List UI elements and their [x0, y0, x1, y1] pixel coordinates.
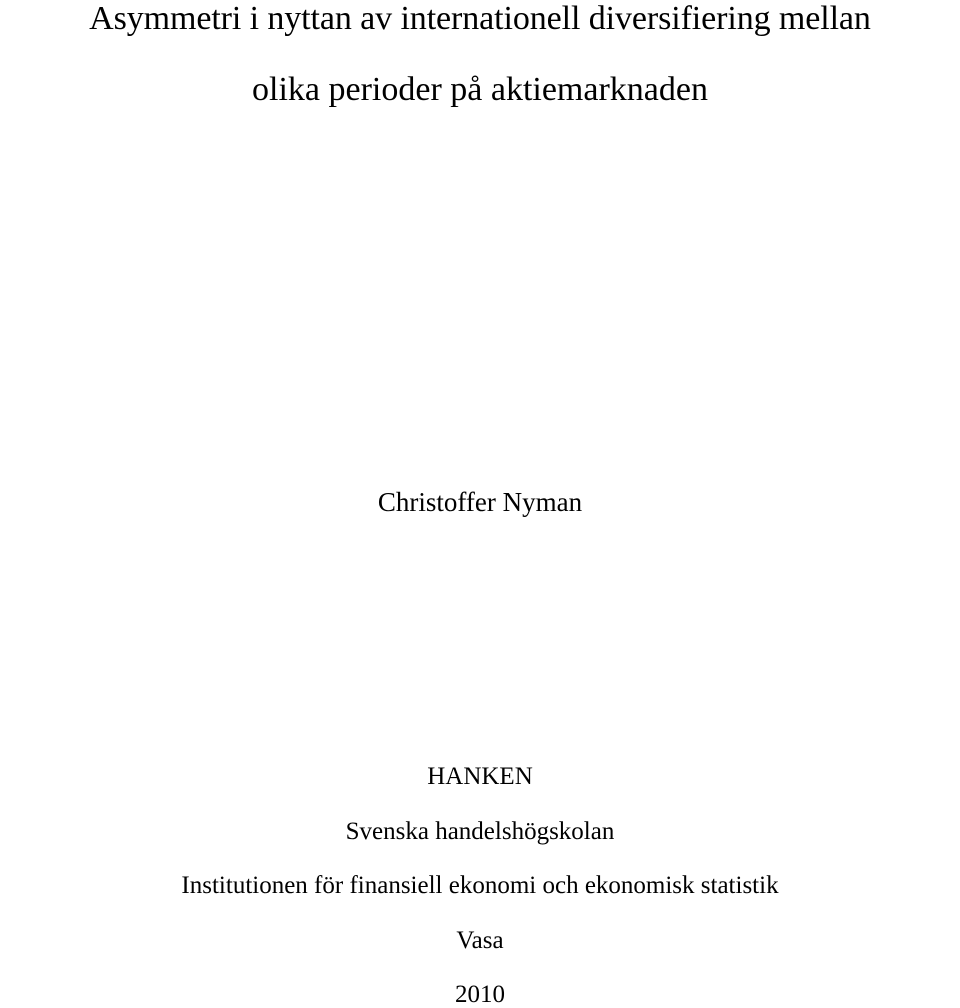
publication-year: 2010: [455, 981, 505, 1008]
city: Vasa: [456, 927, 504, 954]
institution-abbreviation: HANKEN: [427, 763, 533, 790]
document-title-line-2: olika perioder på aktiemarknaden: [252, 71, 708, 108]
institution-name: Svenska handelshögskolan: [345, 818, 615, 845]
author-name: Christoffer Nyman: [377, 487, 583, 517]
department-name: Institutionen för finansiell ekonomi och ekonomisk statistik: [181, 872, 779, 899]
document-title-line-1: Asymmetri i nyttan av internationell diversifiering mellan: [89, 0, 871, 37]
